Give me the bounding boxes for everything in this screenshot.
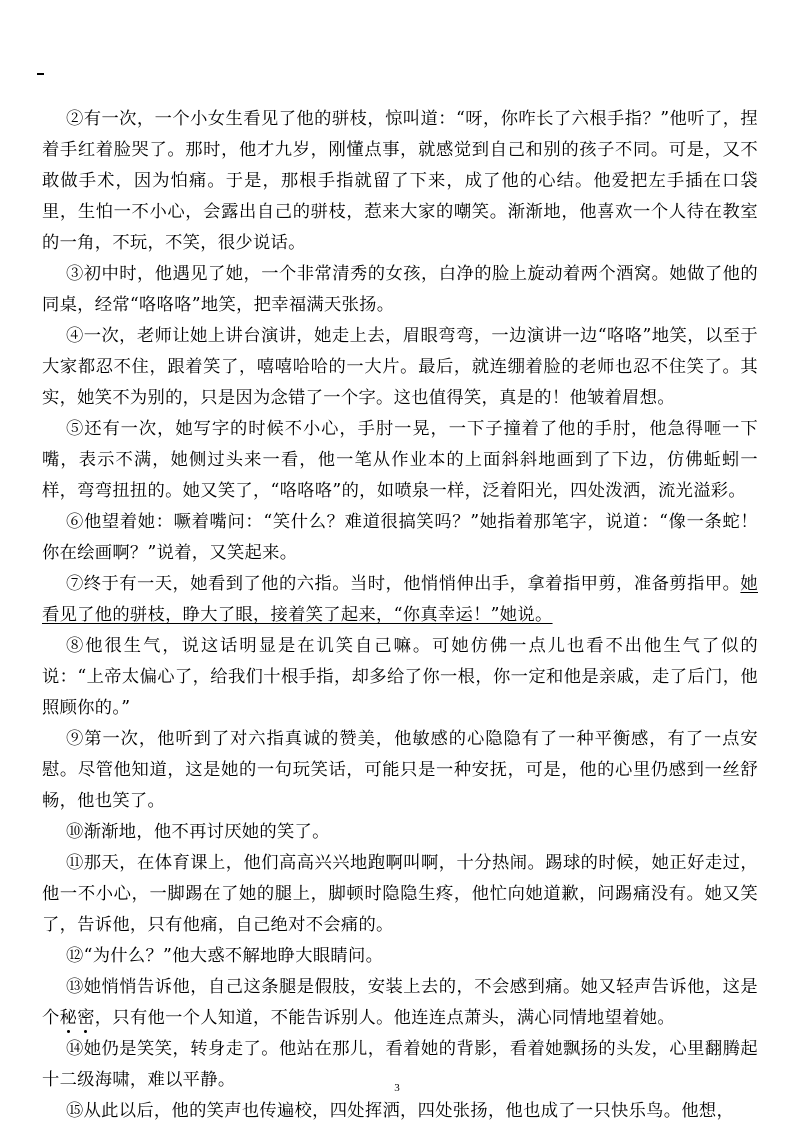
underlined-sentence: 她看见了他的骈枝，睁大了眼，接着笑了起来，“你真幸运！”她说。	[42, 574, 758, 625]
page-number: 3	[394, 1082, 400, 1094]
paragraph-4: ④一次，老师让她上讲台演讲，她走上去，眉眼弯弯，一边演讲一边“咯咯”地笑，以至于大家都忍不住，跟着笑了，嘻嘻哈哈的一大片。最后，就连绷着脸的老师也忍不住笑了。其实，她笑不为别的，只是因为念错了一个字。这也值得笑，真是的！他皱着眉想。	[42, 326, 758, 408]
emphasis-dot-char: 秘	[59, 1008, 78, 1028]
paragraph-6: ⑥他望着她：噘着嘴问：“笑什么？难道很搞笑吗？”她指着那笔字，说道：“像一条蛇！你在绘画啊？”说着，又笑起来。	[42, 512, 758, 563]
paragraph-9: ⑨第一次，他听到了对六指真诚的赞美，他敏感的心隐隐有了一种平衡感，有了一点安慰。尽管他知道，这是她的一句玩笑话，可能只是一种安抚，可是，他的心里仍感到一丝舒畅，他也笑了。	[42, 729, 758, 811]
paragraph-7	[42, 569, 758, 631]
paragraph-8: ⑧他很生气，说这话明显是在讥笑自己嘛。可她仿佛一点儿也看不出他生气了似的说：“上帝太偏心了，给我们十根手指，却多给了你一根，你一定和他是亲戚，走了后门，他照顾你的。”	[42, 636, 758, 718]
paragraph-10: ⑩渐渐地，他不再讨厌她的笑了。	[66, 822, 330, 842]
paragraph-5: ⑤还有一次，她写字的时候不小心，手肘一晃，一下子撞着了他的手肘，他急得咂一下嘴，表示不满，她侧过头来一看，他一笔从作业本的上面斜斜地画到了下边，仿佛蚯蚓一样，弯弯扭扭的。她又笑了，“咯咯咯”的，如喷泉一样，泛着阳光，四处泼洒，流光溢彩。	[42, 419, 758, 501]
paragraph-13-text: ⑬她悄悄告诉他，自己这条腿是假肢，安装上去的，不会感到痛。她又轻声告诉他，这是个	[42, 977, 758, 1028]
paragraph-15: ⑮从此以后，他的笑声也传遍校，四处挥洒，四处张扬，他也成了一只快乐鸟。他想，	[66, 1101, 735, 1121]
header-mark	[37, 73, 44, 75]
paragraph-13	[42, 972, 758, 1034]
paragraph-7-text: ⑦终于有一天，她看到了他的六指。当时，他悄悄伸出手，拿着指甲剪，准备剪指甲。	[66, 574, 741, 594]
document-body	[42, 104, 758, 1127]
paragraph-2: ②有一次，一个小女生看见了他的骈枝，惊叫道：“呀，你咋长了六根手指？”他听了，捏着手红着脸哭了。那时，他才九岁，刚懂点事，就感觉到自己和别的孩子不同。可是，又不敢做手术，因为怕痛。于是，那根手指就留了下来，成了他的心结。他爱把左手插在口袋里，生怕一不小心，会露出自己的骈枝，惹来大家的嘲笑。渐渐地，他喜欢一个人待在教室的一角，不玩，不笑，很少说话。	[42, 109, 758, 253]
paragraph-13-rest: ，只有他一个人知道，不能告诉别人。他连连点萧头，满心同情地望着她。	[94, 1008, 675, 1028]
paragraph-14: ⑭她仍是笑笑，转身走了。他站在那儿，看着她的背影，看着她飘扬的头发，心里翻腾起十二级海啸，难以平静。	[42, 1039, 758, 1090]
emphasis-dot-char: 密	[77, 1008, 95, 1028]
paragraph-11: ⑪那天，在体育课上，他们高高兴兴地跑啊叫啊，十分热闹。踢球的时候，她正好走过，他一不小心，一脚踢在了她的腿上，脚顿时隐隐生疼，他忙向她道歉，问踢痛没有。她又笑了，告诉他，只有他痛，自己绝对不会痛的。	[42, 853, 758, 935]
paragraph-12: ⑫“为什么？”他大惑不解地睁大眼睛问。	[66, 946, 384, 966]
paragraph-3: ③初中时，他遇见了她，一个非常清秀的女孩，白净的脸上旋动着两个酒窝。她做了他的同桌，经常“咯咯咯”地笑，把幸福满天张扬。	[42, 264, 758, 315]
